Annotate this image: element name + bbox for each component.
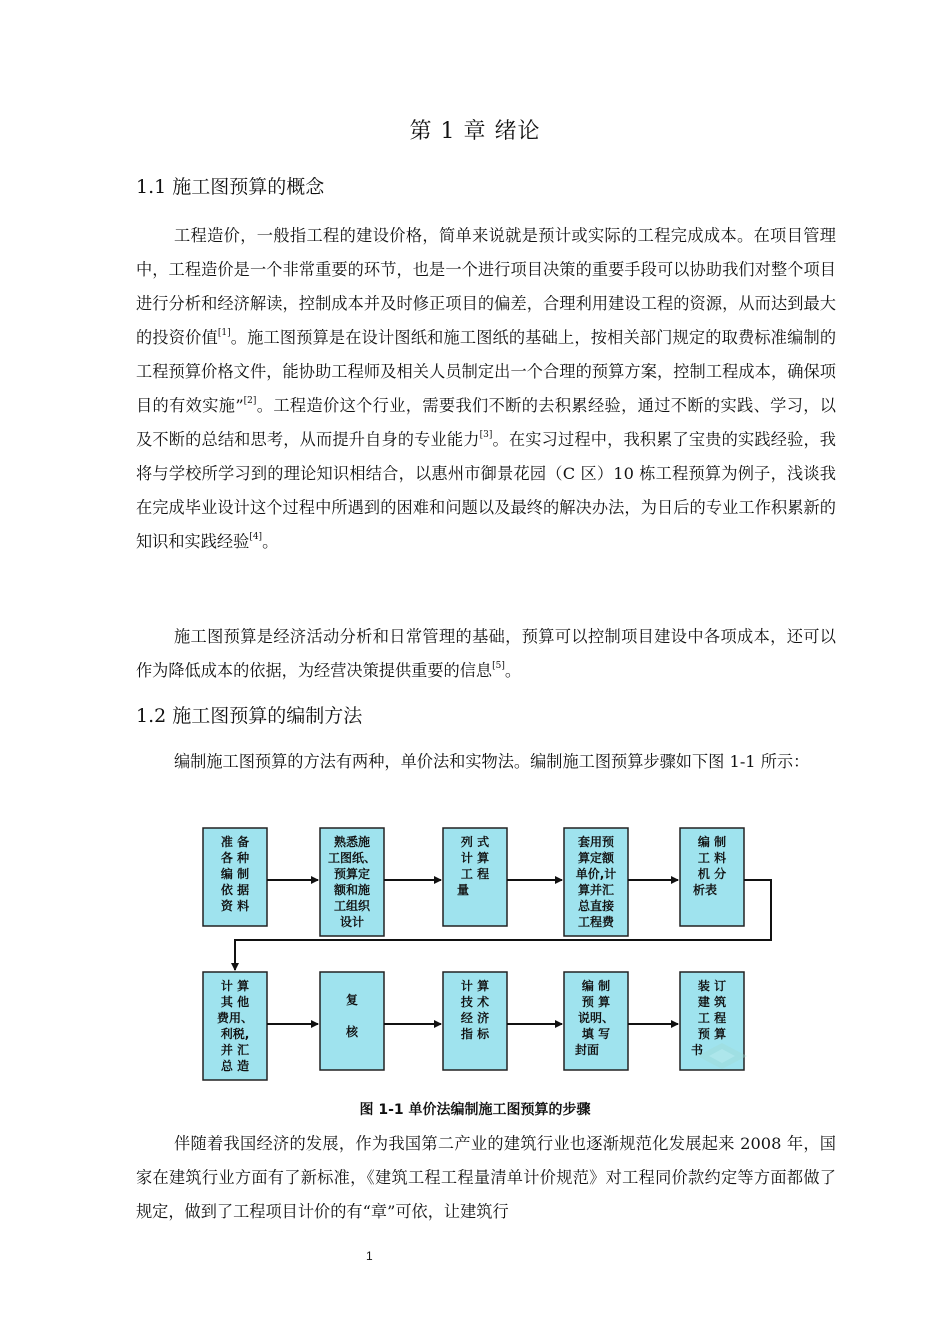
flow-box-text: 计 算 <box>460 979 490 993</box>
citation-ref[interactable]: [3] <box>479 430 493 440</box>
flow-box-text: 工 程 <box>697 1011 727 1025</box>
paragraph-text: 施工图预算是经济活动分析和日常管理的基础，预算可以控制项目建设中各项成本，还可以作为降低成本的依据，为经营决策提供重要的信息 <box>136 627 836 680</box>
citation-ref[interactable]: [1] <box>217 328 231 338</box>
flow-box-text: 费用、 <box>216 1011 254 1025</box>
flow-box-text: 预 算 <box>697 1027 727 1041</box>
paragraph-basis <box>136 620 836 688</box>
chapter-title: 第 1 章 绪论 <box>409 119 541 144</box>
flow-step-review <box>320 972 384 1070</box>
flow-step-study-drawings <box>320 828 384 936</box>
flow-box-text: 预算定 <box>333 867 371 881</box>
flow-box-text: 机 分 <box>697 867 727 881</box>
flow-box-text: 各 种 <box>220 851 250 865</box>
flow-step-other-fees <box>203 972 267 1080</box>
flow-box-text: 熟悉施 <box>333 835 371 849</box>
flow-box-text: 建 筑 <box>697 995 727 1009</box>
paragraph-text: 。 <box>504 661 522 680</box>
paragraph-concept <box>136 219 836 559</box>
flow-step-prepare-materials <box>203 828 267 926</box>
paragraph-text: 。工程造价这个行业，需要我们不断的去积累经验，通过不断的实践、学习，以及不断的总结和思考，从而提升自身的专业能力 <box>136 396 836 449</box>
flow-step-tech-econ-index <box>443 972 507 1070</box>
flow-box-text: 套用预 <box>577 835 615 849</box>
flow-box-text: 说明、 <box>577 1011 615 1025</box>
section-title-1-2: 1.2 施工图预算的编制方法 <box>136 705 363 727</box>
flow-box-text: 资 料 <box>220 899 250 913</box>
flowchart-figure <box>187 818 787 1090</box>
flow-box-text: 经 济 <box>460 1011 490 1025</box>
flow-box-text: 准 备 <box>220 835 250 849</box>
flow-box-text: 技 术 <box>460 995 490 1009</box>
flow-box-text: 计 算 <box>460 851 490 865</box>
flow-box-text: 列 式 <box>460 835 490 849</box>
flow-step-calc-quantities <box>443 828 507 926</box>
flow-box-text: 装 订 <box>697 979 727 993</box>
flow-step-material-analysis <box>680 828 744 926</box>
flow-box-text: 依 据 <box>220 883 250 897</box>
flow-box-text: 指 标 <box>460 1027 490 1041</box>
flow-box-text: 工 程 <box>460 867 490 881</box>
flow-box-text: 编 制 <box>581 979 611 993</box>
flow-box-text: 总直接 <box>577 899 615 913</box>
flow-box-text: 并 汇 <box>220 1043 250 1057</box>
flow-box <box>320 972 384 1070</box>
flow-box-text: 复 <box>345 993 359 1007</box>
page-number: 1 <box>366 1249 373 1263</box>
figure-caption: 图 1-1 单价法编制施工图预算的步骤 <box>359 1102 591 1118</box>
flow-box-text: 设计 <box>339 915 365 929</box>
flow-box-text: 计 算 <box>220 979 250 993</box>
flow-box-text: 单价,计 <box>575 867 617 881</box>
flow-box-text: 预 算 <box>581 995 611 1009</box>
flow-box-text: 工图纸、 <box>327 851 377 865</box>
flow-box-text: 利税, <box>220 1027 250 1041</box>
flow-box-text: 编 制 <box>220 867 250 881</box>
section-title-1-1: 1.1 施工图预算的概念 <box>136 176 325 198</box>
flow-box-text: 填 写 <box>581 1027 611 1041</box>
citation-ref[interactable]: [2] <box>243 396 257 406</box>
flow-box-text: 其 他 <box>220 995 250 1009</box>
flow-box-text: 算定额 <box>577 851 615 865</box>
flow-box-text: 工程费 <box>577 915 615 929</box>
paragraph-text: 。在实习过程中，我积累了宝贵的实践经验，我将与学校所学习到的理论知识相结合，以惠州市御景花园（C 区）10 栋工程预算为例子，浅谈我在完成毕业设计这个过程中所遇到的困难和问题以及最终的解决办法，为日后的专业工作积累新的知识和实践经验 <box>136 430 836 551</box>
flow-step-apply-unit-prices <box>564 828 628 936</box>
flow-box-text: 额和施 <box>333 883 371 897</box>
paragraph-methods: 编制施工图预算的方法有两种，单价法和实物法。编制施工图预算步骤如下图 1-1 所示： <box>174 752 810 771</box>
flow-box-text: 工组织 <box>333 899 371 913</box>
paragraph-text: 。施工图预算是在设计图纸和施工图纸的基础上，按相关部门规定的取费标准编制的工程预算价格文件，能协助工程师及相关人员制定出一个合理的预算方案，控制工程成本，确保项目的有效实施” <box>136 328 837 415</box>
flow-step-write-notes <box>564 972 628 1070</box>
flow-box-text: 工 料 <box>697 851 727 865</box>
flow-box-text: 编 制 <box>697 835 727 849</box>
flow-box-text: 算并汇 <box>577 883 615 897</box>
paragraph-development: 伴随着我国经济的发展，作为我国第二产业的建筑行业也逐渐规范化发展起来 2008 年，国家在建筑行业方面有了新标准，《建筑工程工程量清单计价规范》对工程同价款约定等方面都做了规定，做到了工程项目计价的有“章”可依，让建筑行 <box>136 1134 836 1221</box>
citation-ref[interactable]: [4] <box>249 532 263 542</box>
flow-box-text: 核 <box>345 1025 359 1039</box>
flow-box-text: 书 <box>690 1043 704 1057</box>
flow-box-text: 量 <box>456 883 470 897</box>
flow-box-text: 封面 <box>574 1043 600 1057</box>
paragraph-text: 工程造价，一般指工程的建设价格，简单来说就是预计或实际的工程完成成本。在项目管理中，工程造价是一个非常重要的环节，也是一个进行项目决策的重要手段可以协助我们对整个项目进行分析和经济解读，控制成本并及时修正项目的偏差，合理利用建设工程的资源，从而达到最大的投资价值 <box>136 226 836 347</box>
flow-box-text: 析表 <box>692 883 718 897</box>
flow-box-text: 总 造 <box>220 1059 250 1073</box>
paragraph-text: 。 <box>262 532 279 551</box>
citation-ref[interactable]: [5] <box>492 661 505 671</box>
